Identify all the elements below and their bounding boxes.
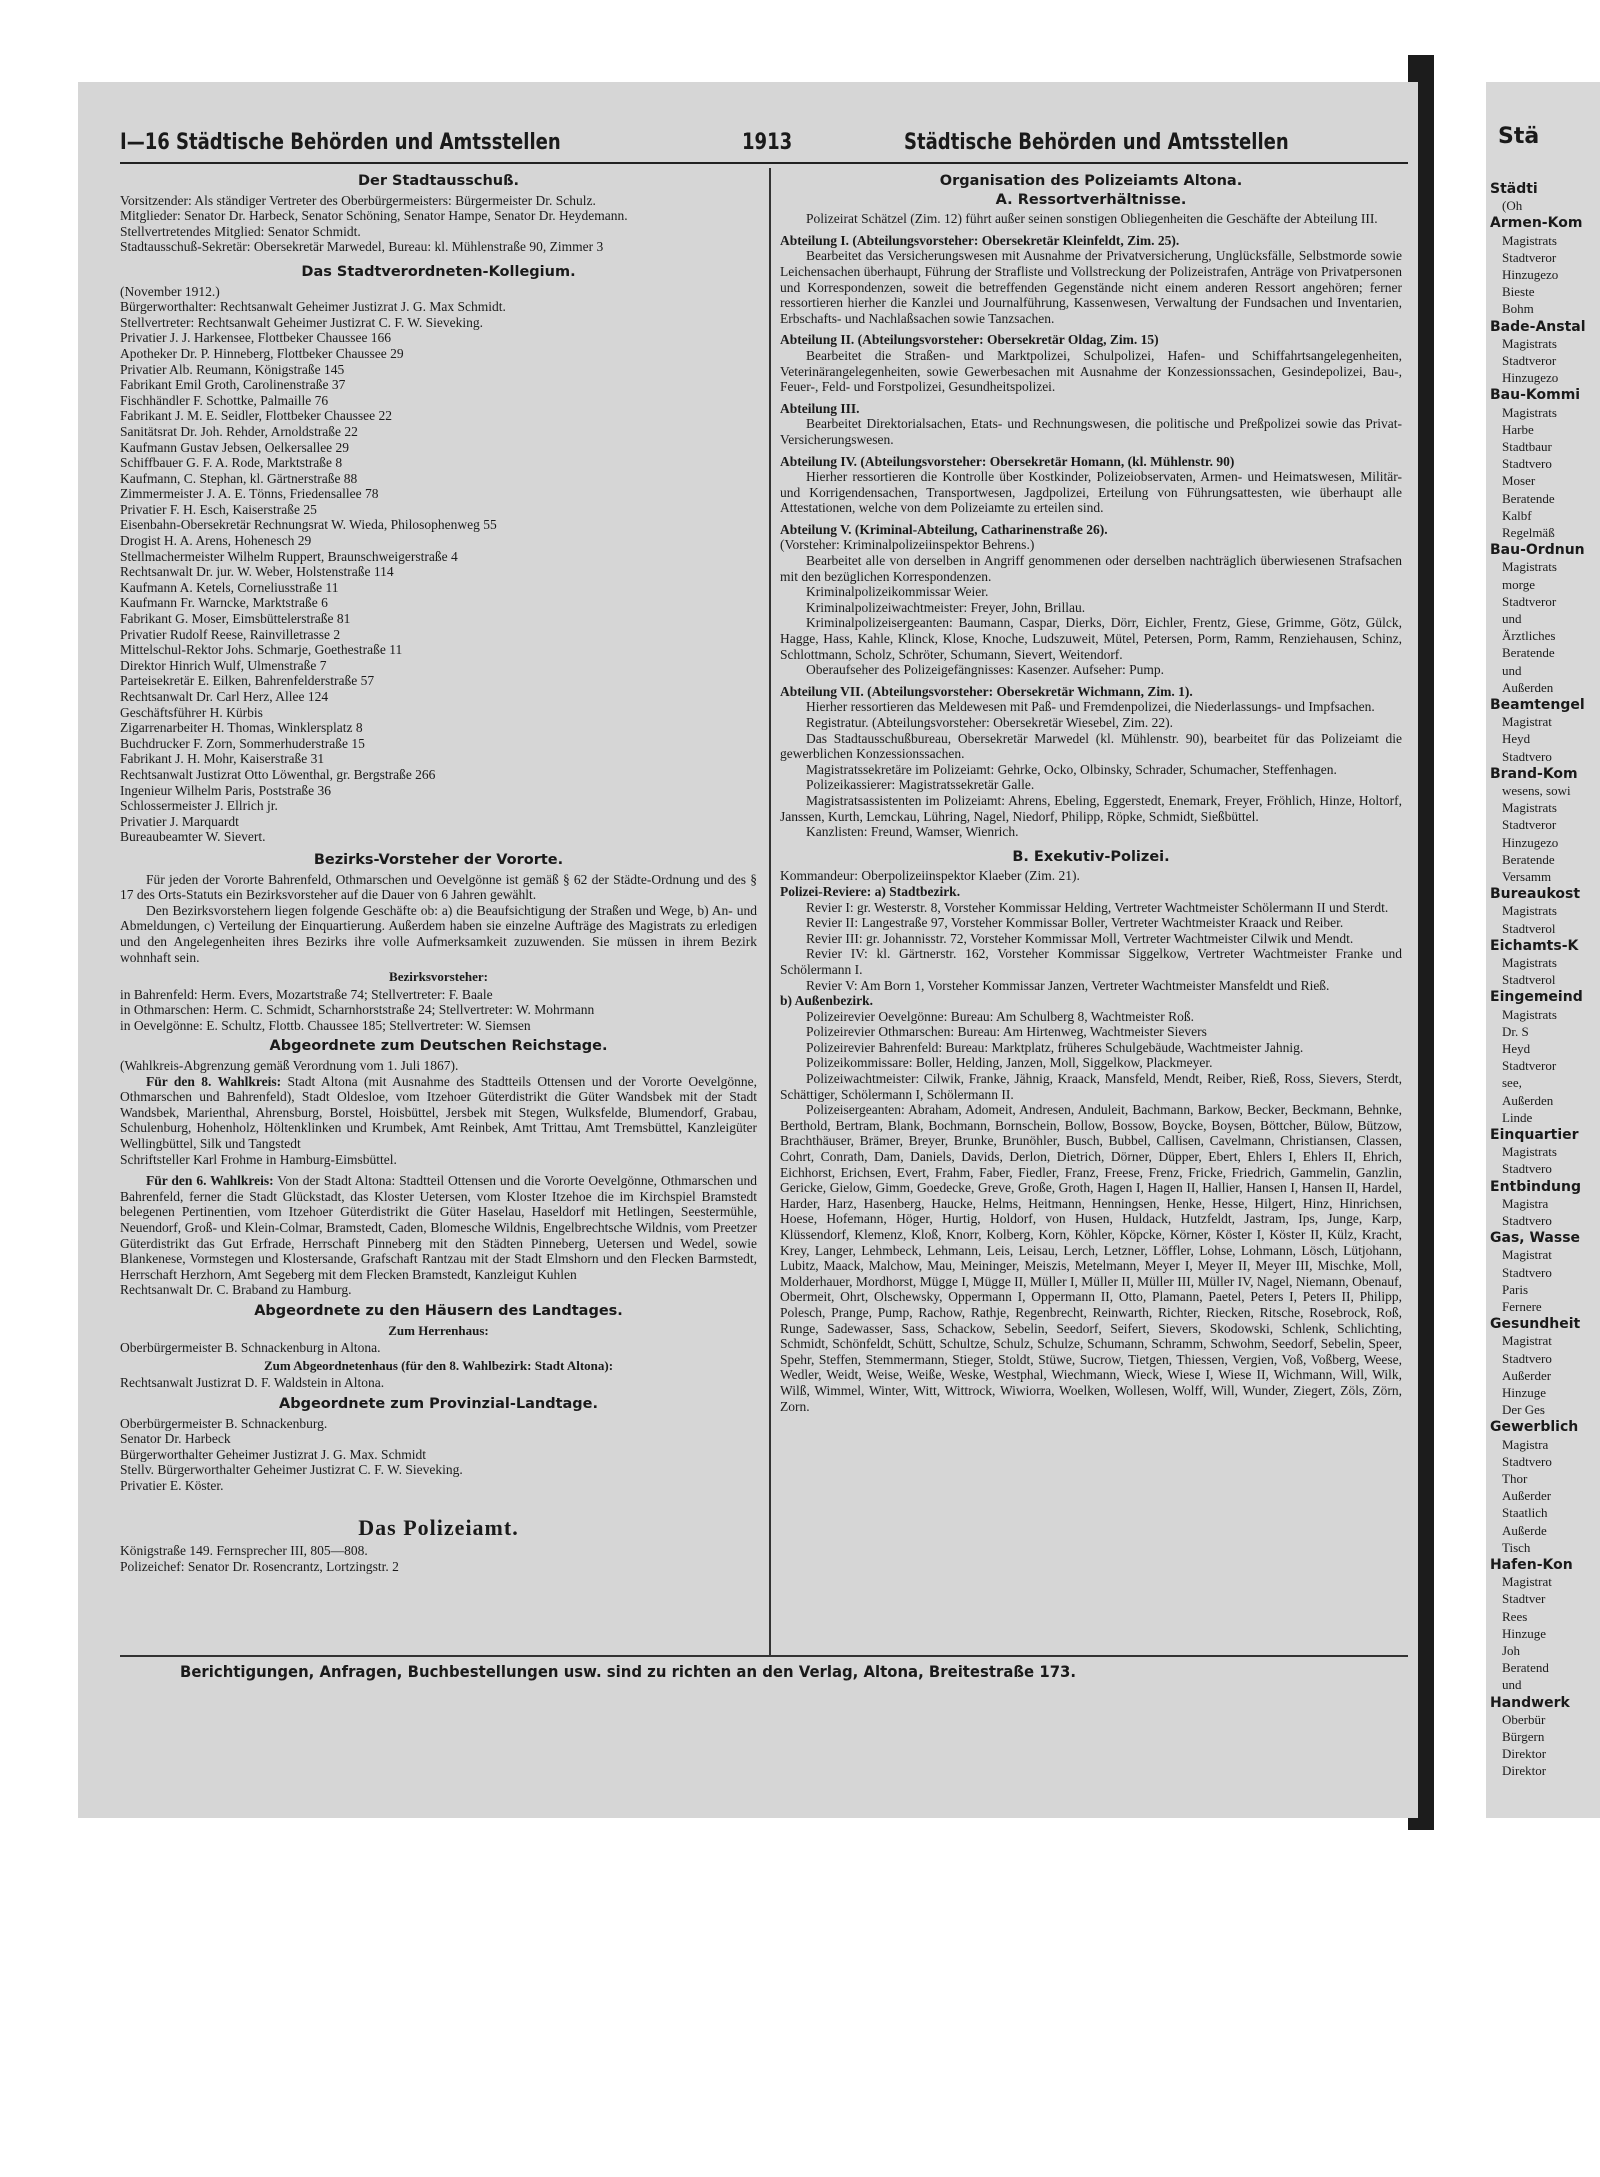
kollegium-member: Stellvertreter: Rechtsanwalt Geheimer Justizrat C. F. W. Sieveking.: [120, 314, 483, 330]
adjacent-page-line: Magistra: [1502, 1195, 1549, 1211]
kollegium-member: Rechtsanwalt Dr. jur. W. Weber, Holstenstraße 114: [120, 564, 394, 580]
abgeordnetenhaus-member: Rechtsanwalt Justizrat D. F. Waldstein in Altona.: [120, 1375, 385, 1391]
header-title-left: Städtische Behörden und Amtsstellen: [176, 130, 561, 155]
adjacent-page-line: Bureaukost: [1490, 886, 1581, 903]
adjacent-page-line: Magistrat: [1502, 1574, 1552, 1590]
kollegium-member: Drogist H. A. Arens, Hohenesch 29: [120, 533, 312, 549]
polizeiamt-address: Königstraße 149. Fernsprecher III, 805—808.: [120, 1543, 368, 1559]
adjacent-page-line: Tisch: [1502, 1539, 1531, 1555]
aussenbezirk-entry: Polizeirevier Oevelgönne: Bureau: Am Schulberg 8, Wachtmeister Roß.: [806, 1008, 1194, 1024]
herrenhaus-member: Oberbürgermeister B. Schnackenburg in Altona.: [120, 1340, 381, 1356]
bezirksvorsteher-entry: in Oevelgönne: E. Schultz, Flottb. Chaussee 185; Stellvertreter: W. Siemsen: [120, 1017, 531, 1033]
adjacent-page-line: Kalbf: [1502, 507, 1532, 523]
provinzial-member: Senator Dr. Harbeck: [120, 1431, 231, 1447]
adjacent-page-title: Stä: [1498, 124, 1540, 149]
registratur-text: Registratur. (Abteilungsvorsteher: Obersekretär Wiesebel, Zim. 22).: [806, 715, 1173, 730]
adjacent-page-line: Außerden: [1502, 1092, 1554, 1108]
adjacent-page-line: Gewerblich: [1490, 1419, 1579, 1436]
adjacent-page-line: Dr. S: [1502, 1023, 1529, 1039]
revier-entry: Revier I: gr. Westerstr. 8, Vorsteher Kommissar Helding, Vertreter Wachtmeister Schölermann II und Sterdt.: [806, 899, 1389, 915]
abteilung5-subheading: (Vorsteher: Kriminalpolizeiinspektor Behrens.): [780, 537, 1035, 553]
adjacent-page-line: Beratend: [1502, 1660, 1549, 1676]
adjacent-page-line: Bau-Kommi: [1490, 387, 1581, 404]
abteilung2-heading: Abteilung II. (Abteilungsvorsteher: Obersekretär Oldag, Zim. 15): [780, 332, 1159, 348]
header-rule: [120, 162, 1408, 164]
kollegium-member: Rechtsanwalt Dr. Carl Herz, Allee 124: [120, 689, 329, 704]
kollegium-member: Stellmachermeister Wilhelm Ruppert, Braunschweigerstraße 4: [120, 548, 458, 564]
kollegium-member: Kaufmann, C. Stephan, kl. Gärtnerstraße 88: [120, 470, 358, 486]
adjacent-page-line: und: [1502, 662, 1522, 678]
adjacent-page-line: Stadtveror: [1502, 593, 1557, 609]
adjacent-page-line: Heyd: [1502, 1041, 1531, 1056]
kollegium-heading: Das Stadtverordneten-Kollegium.: [301, 263, 576, 280]
adjacent-page-line: Hinzugezo: [1502, 370, 1559, 386]
wahlkreis6-label: Für den 6. Wahlkreis:: [146, 1173, 274, 1189]
kollegium-member: Direktor Hinrich Wulf, Ulmenstraße 7: [120, 657, 327, 673]
adjacent-page-line: Magistrats: [1502, 800, 1557, 816]
kollegium-member: Schiffbauer G. F. A. Rode, Marktstraße 8: [120, 455, 343, 471]
bezirks-para1: Für jeden der Vororte Bahrenfeld, Othmarschen und Oevelgönne ist gemäß § 62 der Städte-Ordnung und des § 17 des Orts-Statuts ein Bezirksvorsteher auf die Dauer von 6 Jahren gewählt.: [120, 871, 757, 903]
adjacent-page-line: Brand-Kom: [1490, 765, 1578, 782]
wahlkreis8-member: Schriftsteller Karl Frohme in Hamburg-Eimsbüttel.: [120, 1151, 397, 1167]
adjacent-page-line: Der Ges: [1502, 1402, 1545, 1418]
adjacent-page-line: Direktor: [1502, 1746, 1547, 1762]
kollegium-member: Privatier Alb. Reumann, Königstraße 145: [120, 361, 345, 377]
abteilung3-text: Bearbeitet Direktorialsachen, Etats- und Rechnungswesen, die politische und Preßpolizei sowie das Privat-Versicherungswesen.: [780, 416, 1402, 447]
abteilung5-staff-line: Kriminalpolizeikommissar Weier.: [806, 584, 989, 600]
bezirksvorsteher-subheading: Bezirksvorsteher:: [389, 969, 488, 985]
adjacent-page-line: Beamtengel: [1490, 697, 1585, 713]
kollegium-member: Fabrikant Emil Groth, Carolinenstraße 37: [120, 377, 346, 393]
kollegium-member: Kaufmann Gustav Jebsen, Oelkersallee 29: [120, 439, 350, 455]
adjacent-page-line: Staatlich: [1502, 1505, 1548, 1521]
intro-text: Polizeirat Schätzel (Zim. 12) führt außer seinen sonstigen Obliegenheiten die Geschäfte der Abteilung III.: [806, 211, 1378, 227]
herrenhaus-label: Zum Herrenhaus:: [388, 1322, 489, 1338]
adjacent-page-line: Stadtvero: [1502, 1161, 1552, 1177]
adjacent-page-line: Joh: [1502, 1643, 1521, 1658]
revier-entry: Revier V: Am Born 1, Vorsteher Kommissar Janzen, Vertreter Wachtmeister Mansfeldt und Rieß.: [806, 977, 1330, 993]
revier-entry: Revier IV: kl. Gärtnerstr. 162, Vorsteher Kommissar Siggelkow, Vertreter Wachtmeister Franke und Schölermann I.: [780, 946, 1402, 977]
adjacent-page-line: Hinzuge: [1502, 1625, 1547, 1641]
adjacent-page-line: Magistrats: [1502, 404, 1557, 420]
adjacent-page-line: see,: [1502, 1075, 1522, 1091]
right-column: [780, 170, 1402, 1414]
adjacent-page-line: Magistrats: [1502, 335, 1557, 351]
adjacent-page-line: Magistrats: [1502, 1006, 1557, 1022]
kollegium-member: Buchdrucker F. Zorn, Sommerhuderstraße 15: [120, 735, 365, 751]
polizeisergeanten-text: Polizeisergeanten: Abraham, Adomeit, Andresen, Anduleit, Bachmann, Barkow, Becker, Beckmann, Behnke, Berthold, Bertram, Blank, Bochmann, Bornschein, Bollow, Bossow, Boycke, Boysen, Böttcher, Bülow, Bützow, Brachthäuser, Brämer, Breyer, Brunke, Brunöhler, Busch, Bubbel, Callisen, Cavelmann, Christiansen, Classen, Cohrt, Conrath, Dam, Daniels, Davids, Derlon, Dietrich, Dörner, Düpper, Ebert, Ehlers I, Ehlers II, Ehrich, Eichhorst, Erichsen, Evert, Frahm, Faber, Fiedler, Franz, Freese, Frenz, Fricke, Friedrich, Gammelin, Ganzlin, Gericke, Gielow, Gimm, Goedecke, Greve, Große, Groth, Hagen I, Hagen II, Hallier, Hansen I, Hansen II, Hardel, Harder, Harz, Hasenberg, Haucke, Helms, Heitmann, Henningsen, Henke, Hesse, Hilgert, Hinz, Hinrichsen, Hoese, Hofemann, Höger, Hurtig, Holdorf, von Husen, Huldack, Hutzfeldt, Jastram, Ips, Junge, Karp, Klüssendorf, Klemenz, Kloß, Knorr, Kolberg, Korn, Köhler, Köpcke, Körner, Köster I, Köster II, Külz, Kracht, Krey, Langer, Lehmbeck, Lehmann, Leis, Leisau, Lerch, Letzner, Löffler, Lohse, Lohmann, Lösch, Lütjohann, Lubitz, Maack, Malchow, Mau, Meininger, Meiszis, Metelmann, Meyer I, Meyer II, Meyer III, Mischke, Moll, Molderhauer, Mordhorst, Mügge I, Mügge II, Müller I, Müller II, Müller III, Müller IV, Nagel, Niemann, Obenauf, Obermeit, Ohrt, Olschewsky, Oppermann I, Oppermann II, Otto, Plamann, Paetel, Peters I, Peters II, Philipp, Polesch, Prange, Pump, Rachow, Rathje, Regenbrecht, Reinwarth, Richter, Riecken, Ritsche, Rosebrock, Roß, Runge, Sadewasser, Sass, Schackow, Sebelin, Seedorf, Seifert, Sievers, Skodowski, Schlenk, Schlichting, Schmidt, Schönfeldt, Schütt, Schultze, Schulz, Schulze, Schumann, Schramm, Schwohm, Seedorf, Sebelin, Speer, Spehr, Steffen, Stemmermann, Stieger, Stoldt, Stüwe, Sucrow, Tietgen, Thiessen, Vergien, Voß, Voßberg, Weese, Wedler, Weidt, Weise, Weiße, Weske, Westphal, Wiechmann, Wieck, Wiese I, Wiese II, Wichmann, Will, Wilk, Wilß, Wimmel, Winter, Witt, Wittrock, Wiwiorra, Woelken, Wollesen, Wolff, Will, Wunder, Ziegert, Zöls, Zörn, Zorn.: [780, 1102, 1402, 1414]
adjacent-page-line: Stadtvero: [1502, 1453, 1552, 1469]
provinzial-member: Privatier E. Köster.: [120, 1477, 224, 1493]
adjacent-page-line: Einquartier: [1490, 1127, 1579, 1143]
kommandeur-text: Kommandeur: Oberpolizeiinspektor Klaeber (Zim. 21).: [780, 868, 1080, 884]
adjacent-page-line: Magistrats: [1502, 1144, 1557, 1160]
adjacent-page-line: Magistrat: [1502, 1333, 1552, 1349]
kollegium-member: Schlossermeister J. Ellrich jr.: [120, 798, 278, 814]
aussenbezirk-entry: Polizeikommissare: Boller, Helding, Janzen, Moll, Siggelkow, Plackmeyer.: [806, 1055, 1213, 1071]
kollegium-member: Bureaubeamter W. Sievert.: [120, 829, 266, 845]
kollegium-member: Kaufmann A. Ketels, Corneliusstraße 11: [120, 579, 339, 595]
adjacent-page-line: Eichamts-K: [1490, 937, 1579, 954]
abteilung5-staff-line: Kriminalpolizeiwachtmeister: Freyer, John, Brillau.: [806, 599, 1086, 615]
adjacent-page-line: Bürgern: [1502, 1729, 1545, 1744]
stadtausschuss-line: Stellvertretendes Mitglied: Senator Schmidt.: [120, 223, 361, 239]
abteilung5-text: Bearbeitet alle von derselben in Angriff genommenen oder derselben nachträglich überwiesenen Strafsachen mit den bezüglichen Korrespondenzen.: [780, 553, 1402, 584]
page-number: I—16: [120, 130, 170, 155]
adjacent-page-line: Harbe: [1502, 421, 1534, 437]
adjacent-page-line: Direktor: [1502, 1763, 1547, 1779]
provinzial-heading: Abgeordnete zum Provinzial-Landtage.: [278, 1395, 599, 1412]
adjacent-page-line: Stadtver: [1502, 1591, 1546, 1607]
ressort-heading: A. Ressortverhältnisse.: [995, 191, 1187, 208]
adjacent-page-line: Außerder: [1502, 1488, 1552, 1504]
abteilung3-heading: Abteilung III.: [780, 400, 860, 416]
adjacent-page-line: Stadtvero: [1502, 1213, 1552, 1228]
kollegium-member: Kaufmann Fr. Warncke, Marktstraße 6: [120, 595, 328, 611]
kollegium-member: Privatier J. J. Harkensee, Flottbeker Chaussee 166: [120, 330, 392, 346]
adjacent-page-line: Stadtvero: [1502, 1264, 1552, 1280]
aussenbezirk-entry: Polizeirevier Bahrenfeld: Bureau: Marktplatz, früheres Schulgebäude, Wachtmeister Jahnig.: [806, 1039, 1304, 1055]
stadtausschussbureau-text: Das Stadtausschußbureau, Obersekretär Marwedel (kl. Mühlenstr. 90), bearbeitet für das Polizeiamt die gewerblichen Konzessionssachen.: [780, 730, 1402, 762]
aussenbezirk-heading: b) Außenbezirk.: [780, 993, 874, 1009]
abteilung5-staff-line: Oberaufseher des Polizeigefängnisses: Kasenzer. Aufseher: Pump.: [806, 662, 1165, 678]
stadtausschuss-line: Mitglieder: Senator Dr. Harbeck, Senator Schöning, Senator Hampe, Senator Dr. Heydemann.: [120, 208, 628, 224]
kollegium-member: Eisenbahn-Obersekretär Rechnungsrat W. Wieda, Philosophenweg 55: [120, 517, 497, 533]
adjacent-page-line: Stadtvero: [1502, 1350, 1552, 1366]
adjacent-page-line: Hinzugezo: [1502, 267, 1559, 282]
provinzial-member: Oberbürgermeister B. Schnackenburg.: [120, 1415, 328, 1431]
kollegium-member: Ingenieur Wilhelm Paris, Poststraße 36: [120, 782, 332, 798]
bezirks-heading: Bezirks-Vorsteher der Vororte.: [313, 851, 564, 868]
kollegium-member: Fischhändler F. Schottke, Palmaille 76: [120, 392, 329, 408]
adjacent-page-line: und: [1502, 1677, 1522, 1693]
adjacent-page-line: Bieste: [1502, 284, 1535, 300]
adjacent-page-line: Stadtverol: [1502, 972, 1556, 988]
footer-rule: [120, 1655, 1408, 1657]
adjacent-page-line: Magistrats: [1502, 559, 1557, 575]
abteilung5-heading: Abteilung V. (Kriminal-Abteilung, Catharinenstraße 26).: [780, 521, 1108, 537]
aussenbezirk-entry: Polizeirevier Othmarschen: Bureau: Am Hirtenweg, Wachtmeister Sievers: [806, 1024, 1207, 1040]
adjacent-page-line: Bau-Ordnun: [1490, 542, 1585, 559]
adjacent-page-line: Eingemeind: [1490, 989, 1583, 1006]
stadtausschuss-line: Stadtausschuß-Sekretär: Obersekretär Marwedel, Bureau: kl. Mühlenstraße 90, Zimmer 3: [120, 239, 604, 255]
kollegium-member: Privatier J. Marquardt: [120, 813, 239, 829]
header-year: 1913: [742, 130, 793, 155]
kollegium-date: (November 1912.): [120, 283, 220, 299]
kollegium-member: Zigarrenarbeiter H. Thomas, Winklersplatz 8: [120, 720, 363, 736]
adjacent-page-line: Außerde: [1502, 1522, 1547, 1538]
staff-line: Magistratssekretäre im Polizeiamt: Gehrke, Ocko, Olbinsky, Schrader, Schumacher, Steffenhagen.: [806, 761, 1337, 777]
abteilung4-text: Hierher ressortieren die Kontrolle über Kostkinder, Polizeiobservaten, Armen- und Heimatswesen, Militär- und Korrigendensachen, Transportwesen, Jagdpolizei, Erteilung von Führungsattesten, wie überhaupt alle Attestationen, welche von dem Polizeiamte zu erteilen sind.: [780, 469, 1402, 516]
adjacent-page-line: Oberbür: [1502, 1711, 1546, 1727]
publisher-footer: Berichtigungen, Anfragen, Buchbestellungen usw. sind zu richten an den Verlag, Altona, Breitestraße 173.: [180, 1662, 1077, 1681]
kollegium-member: Parteisekretär E. Eilken, Bahrenfelderstraße 57: [120, 673, 375, 689]
bezirksvorsteher-entry: in Bahrenfeld: Herm. Evers, Mozartstraße 74; Stellvertreter: F. Baale: [120, 986, 493, 1002]
abteilung1-text: Bearbeitet das Versicherungswesen mit Ausnahme der Privatversicherung, Unglücksfälle, Selbstmorde sowie Leichensachen überhaupt, Führung der Strafliste und Vollstreckung der Polizeistrafen, Anträge von Privatpersonen und Korrespondenzen, soweit die betreffenden Gegenstände nicht einem anderen Ressort angehören; ferner ressortieren hierher die Kanzlei und Journalführung, Kassenwesen, Verwaltung der Fundsachen und Inventarien, Erbschafts- und Nachlaßsachen sowie Tanzsachen.: [780, 248, 1402, 326]
polizeiamt-heading: Das Polizeiamt.: [358, 1514, 519, 1540]
wahlkreis6-text: Von der Stadt Altona: Stadtteil Ottensen und die Vororte Oevelgönne, Othmarschen und Bahrenfeld, ferner die Stadt Glückstadt, das Kloster Uetersen, vom Kloster Itzehoe die im Kirchspiel Bramstedt belegenen Pertinentien, vom Itzehoer Güterdistrikt die Güter Haselau, Haseldorf mit Hetlingen, Seestermühle, Neuendorf, Groß- und Klein-Colmar, Bramstedt, Caden, Blomesche Wildnis, Engelbrechtsche Wildnis, vom Preetzer Güterdistrikt das Gut Erfrade, Herrschaft Pinneberg mit den Städten Pinneberg, Uetersen und Wedel, sowie Blankenese, Vormstegen und Klostersande, Grafschaft Rantzau mit der Stadt Elmshorn und den Flecken Barmstedt, Herrschaft Herzhorn, Amt Segeberg mit dem Flecken Bramstedt, Kanzleigut Kuhlen: [120, 1173, 757, 1282]
adjacent-page-line: Entbindung: [1490, 1178, 1581, 1195]
stadtausschuss-heading: Der Stadtausschuß.: [357, 173, 520, 189]
organisation-heading: Organisation des Polizeiamts Altona.: [939, 173, 1243, 189]
adjacent-page-line: Regelmäß: [1502, 525, 1555, 540]
kollegium-member: Apotheker Dr. P. Hinneberg, Flottbeker Chaussee 29: [120, 345, 404, 361]
adjacent-page-line: Hinzugezo: [1502, 834, 1559, 850]
adjacent-page-line: Rees: [1502, 1608, 1528, 1624]
adjacent-page-line: Gas, Wasse: [1490, 1230, 1581, 1247]
adjacent-page-line: Hafen-Kon: [1490, 1557, 1573, 1573]
adjacent-page-line: Armen-Kom: [1490, 215, 1583, 232]
wahlkreis8-text: Stadt Altona (mit Ausnahme des Stadtteils Ottensen und der Vororte Oevelgönne, Othmarschen und Bahrenfeld), Stadt Oldesloe, vom Itzehoer Güterdistrikt die Güter Wandsbek mit der Stadt Wandsbek, Marienthal, Ahrensburg, Borstel, Hoisbüttel, Jersbek mit Stegen, Wulksfelde, Blumendorf, Grabau, Schulenburg, Hohenholz, Höltenklinken und Krumbek, Amt Reinbek, Amt Trittau, Amt Tremsbüttel, Kanzleigüter Wellingbüttel, Silk und Tangstedt: [120, 1073, 758, 1152]
adjacent-page-line: Magistra: [1502, 1436, 1549, 1452]
adjacent-page-line: Beratende: [1502, 645, 1555, 661]
abteilung2-text: Bearbeitet die Straßen- und Marktpolizei, Schulpolizei, Hafen- und Schiffahrtsangelegenheiten, Veterinärangelegenheiten, sowie Gewerbesachen mit Ausnahme der Konzessionssachen, Gesindepolizei, Bau-, Feuer-, Feld- und Forstpolizei, Gesundheitspolizei.: [780, 347, 1402, 395]
staff-line: Magistratsassistenten im Polizeiamt: Ahrens, Ebeling, Eggerstedt, Enemark, Freyer, Fröhlich, Hinze, Holtorf, Janssen, Kurth, Lemckau, Lühring, Nagel, Niedorf, Philipp, Röpke, Schmidt, Sießbüttel.: [780, 792, 1402, 824]
revier-entry: Revier II: Langestraße 97, Vorsteher Kommissar Boller, Vertreter Wachtmeister Kraack und Reiber.: [806, 915, 1344, 931]
adjacent-page-line: Beratende: [1502, 490, 1555, 506]
wahlkreis6-member: Rechtsanwalt Dr. C. Braband zu Hamburg.: [120, 1282, 352, 1298]
adjacent-page-line: Gesundheit: [1490, 1316, 1581, 1333]
stadtausschuss-line: Vorsitzender: Als ständiger Vertreter des Oberbürgermeisters: Bürgermeister Dr. Schulz.: [120, 192, 596, 208]
kollegium-member: Fabrikant J. M. E. Seidler, Flottbeker Chaussee 22: [120, 408, 393, 424]
kollegium-member: Fabrikant G. Moser, Eimsbüttelerstraße 81: [120, 611, 351, 627]
abteilung7-text: Hierher ressortieren das Meldewesen mit Paß- und Fremdenpolizei, die Niederlassungs- und Impfsachen.: [806, 699, 1375, 715]
provinzial-member: Bürgerworthalter Geheimer Justizrat J. G. Max. Schmidt: [120, 1446, 427, 1462]
left-column: [120, 170, 757, 1574]
adjacent-page-line: Versamm: [1502, 869, 1552, 884]
abteilung7-heading: Abteilung VII. (Abteilungsvorsteher: Obersekretär Wichmann, Zim. 1).: [780, 683, 1193, 699]
adjacent-page-line: Stadtvero: [1502, 748, 1552, 764]
reichstag-note: (Wahlkreis-Abgrenzung gemäß Verordnung vom 1. Juli 1867).: [120, 1058, 459, 1074]
adjacent-page-line: Beratende: [1502, 851, 1555, 867]
staff-line: Kanzlisten: Freund, Wamser, Wienrich.: [806, 824, 1019, 840]
scanned-page: [78, 82, 1418, 1818]
adjacent-page-edge: [1486, 82, 1600, 1818]
adjacent-page-line: Magistrats: [1502, 232, 1557, 248]
adjacent-page-line: Stadtverol: [1502, 920, 1556, 936]
kollegium-member: Geschäftsführer H. Kürbis: [120, 704, 263, 720]
revier-entry: Revier III: gr. Johannisstr. 72, Vorsteher Kommissar Moll, Vertreter Wachtmeister Cilwik und Mendt.: [806, 930, 1354, 946]
landtag-heading: Abgeordnete zu den Häusern des Landtages.: [254, 1302, 623, 1319]
adjacent-page-line: Heyd: [1502, 731, 1531, 747]
adjacent-page-line: Stadtveror: [1502, 1058, 1557, 1074]
kollegium-member: Sanitätsrat Dr. Joh. Rehder, Arnoldstraße 22: [120, 423, 358, 439]
reviere-heading: Polizei-Reviere: a) Stadtbezirk.: [780, 883, 961, 899]
adjacent-page-line: (Oh: [1502, 198, 1523, 214]
adjacent-page-line: Hinzuge: [1502, 1385, 1547, 1400]
adjacent-page-line: Bade-Anstal: [1490, 318, 1586, 335]
adjacent-page-line: Ärztliches: [1502, 628, 1556, 644]
kollegium-member: Mittelschul-Rektor Johs. Schmarje, Goethestraße 11: [120, 642, 403, 658]
adjacent-page-line: Paris: [1502, 1281, 1528, 1297]
adjacent-page-line: Stadtvero: [1502, 456, 1552, 472]
adjacent-page-line: Außerder: [1502, 1367, 1552, 1383]
adjacent-page-line: Städti: [1490, 181, 1538, 197]
staff-line: Polizeikassierer: Magistratssekretär Galle.: [806, 777, 1035, 793]
adjacent-page-line: Stadtveror: [1502, 817, 1557, 833]
provinzial-member: Stellv. Bürgerworthalter Geheimer Justizrat C. F. W. Sieveking.: [120, 1462, 463, 1478]
kollegium-member: Privatier F. H. Esch, Kaiserstraße 25: [120, 501, 317, 517]
aussenbezirk-entry: Polizeiwachtmeister: Cilwik, Franke, Jähnig, Kraack, Mansfeld, Mendt, Reiber, Rieß, Ross, Sievers, Sterdt, Schättiger, Schölermann I, Schölermann II.: [780, 1071, 1402, 1102]
bezirks-para2: Den Bezirksvorstehern liegen folgende Geschäfte ob: a) die Beaufsichtigung der Straßen und Wege, b) An- und Abmeldungen, c) Verteilung der Einquartierung. Außerdem haben sie einzelne Aufträge des Magistrats zu erledigen und den Angelegenheiten ihres Bezirks ihre volle Aufmerksamkeit zuzuwenden. Sie müssen in ihrem Bezirk wohnhaft sein.: [120, 902, 757, 965]
adjacent-page-line: Bohm: [1502, 301, 1534, 317]
kollegium-member: Rechtsanwalt Justizrat Otto Löwenthal, gr. Bergstraße 266: [120, 766, 436, 782]
adjacent-page-line: morge: [1502, 576, 1535, 592]
polizeiamt-chief: Polizeichef: Senator Dr. Rosencrantz, Lortzingstr. 2: [120, 1558, 399, 1574]
adjacent-page-line: Handwerk: [1490, 1694, 1570, 1711]
kollegium-member: Privatier Rudolf Reese, Rainvilletrasse 2: [120, 626, 341, 642]
wahlkreis8-label: Für den 8. Wahlkreis:: [146, 1073, 282, 1089]
kollegium-member: Fabrikant J. H. Mohr, Kaiserstraße 31: [120, 751, 325, 767]
adjacent-page-line: Stadtveror: [1502, 249, 1557, 265]
exekutiv-heading: B. Exekutiv-Polizei.: [1012, 848, 1170, 865]
adjacent-page-line: Stadtbaur: [1502, 439, 1552, 454]
adjacent-page-line: Magistrat: [1502, 714, 1552, 730]
column-divider: [769, 168, 771, 1656]
abteilung4-heading: Abteilung IV. (Abteilungsvorsteher: Obersekretär Homann, (kl. Mühlenstr. 90): [780, 453, 1235, 469]
adjacent-page-line: Magistrats: [1502, 903, 1557, 919]
adjacent-page-line: und: [1502, 611, 1522, 626]
adjacent-page-line: Magistrats: [1502, 955, 1557, 970]
adjacent-page-line: Stadtveror: [1502, 353, 1557, 368]
reichstag-heading: Abgeordnete zum Deutschen Reichstage.: [269, 1038, 608, 1055]
adjacent-page-line: Außerden: [1502, 679, 1554, 695]
kollegium-member: Zimmermeister J. A. E. Tönns, Friedensallee 78: [120, 486, 379, 502]
adjacent-page-line: Magistrat: [1502, 1247, 1552, 1263]
adjacent-page-line: Linde: [1502, 1109, 1533, 1125]
abgeordnetenhaus-label: Zum Abgeordnetenhaus (für den 8. Wahlbezirk: Stadt Altona):: [263, 1357, 614, 1373]
bezirksvorsteher-entry: in Othmarschen: Herm. C. Schmidt, Scharnhorststraße 24; Stellvertreter: W. Mohrmann: [120, 1002, 595, 1018]
adjacent-page-line: wesens, sowi: [1502, 783, 1571, 798]
adjacent-page-line: Moser: [1502, 473, 1536, 489]
kollegium-member: Bürgerworthalter: Rechtsanwalt Geheimer Justizrat J. G. Max Schmidt.: [120, 299, 506, 315]
abteilung1-heading: Abteilung I. (Abteilungsvorsteher: Obersekretär Kleinfeldt, Zim. 25).: [780, 232, 1180, 248]
abteilung5-staff-line: Kriminalpolizeisergeanten: Baumann, Caspar, Dierks, Dörr, Eichler, Frentz, Giese, Grimme, Götz, Gülck, Hagge, Hass, Kahle, Klinck, Klose, Knoche, Ludszuweit, Mütel, Petersen, Porm, Ramm, Renziehausen, Schinz, Schlottmann, Scholz, Schröter, Schumann, Sievert, Weitendorf.: [780, 615, 1402, 662]
adjacent-page-line: Thor: [1502, 1471, 1528, 1486]
adjacent-page-line: Fernere: [1502, 1299, 1542, 1314]
header-title-right: Städtische Behörden und Amtsstellen: [904, 130, 1289, 155]
